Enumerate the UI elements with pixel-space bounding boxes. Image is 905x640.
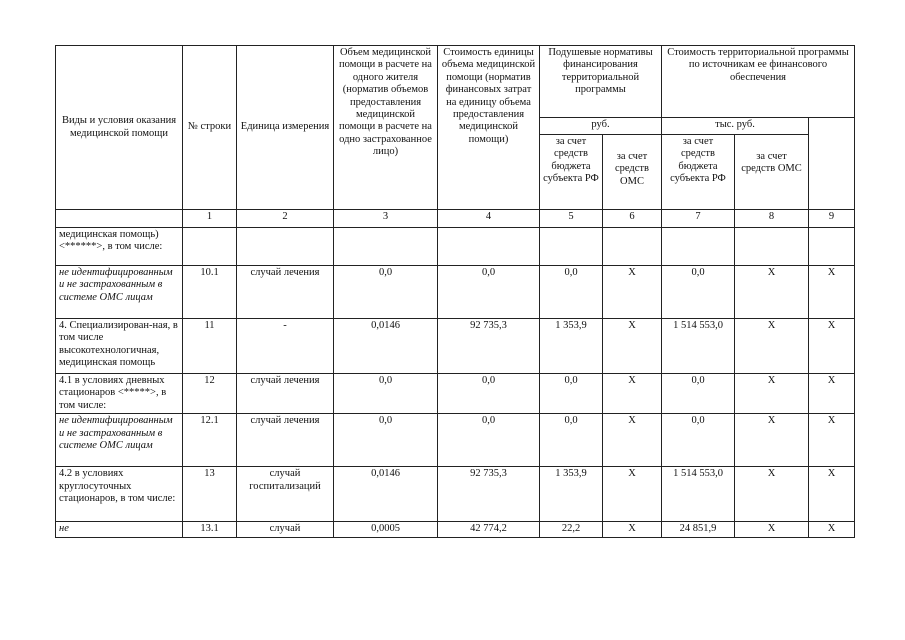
row-number-cell [183, 228, 237, 266]
row-name-cell: не идентифицированным и не застрахованным в системе ОМС лицам [56, 414, 183, 467]
row-name-cell: не [56, 522, 183, 537]
header-volume: Объем медицинской помощи в расчете на одного жителя (норматив объемов предоставления медицинской помощи в расчете на одно застрахованное лицо) [334, 46, 438, 210]
table-row [56, 374, 855, 414]
table-row [56, 522, 855, 537]
budget-rub-cell: 0,0 [540, 374, 603, 414]
oms-thous-cell: X [735, 266, 809, 319]
budget-rub-cell: 1 353,9 [540, 467, 603, 522]
program-cost-table [55, 45, 855, 538]
column-number: 7 [662, 210, 735, 228]
budget-rub-cell: 1 353,9 [540, 319, 603, 374]
row-number-cell: 13 [183, 467, 237, 522]
volume-cell [334, 228, 438, 266]
row-number-cell: 12.1 [183, 414, 237, 467]
table-body [56, 228, 855, 538]
budget-thous-cell [662, 228, 735, 266]
unit-cell: случай лечения [237, 266, 334, 319]
percent-cell: X [809, 374, 855, 414]
volume-cell: 0,0146 [334, 319, 438, 374]
volume-cell: 0,0005 [334, 522, 438, 537]
row-name-cell: 4. Специализирован-ная, в том числе высокотехнологичная, медицинская помощь [56, 319, 183, 374]
cost-cell: 0,0 [438, 374, 540, 414]
budget-thous-cell: 0,0 [662, 414, 735, 467]
budget-rub-cell: 0,0 [540, 266, 603, 319]
column-number: 1 [183, 210, 237, 228]
budget-thous-cell: 0,0 [662, 266, 735, 319]
budget-rub-cell: 0,0 [540, 414, 603, 467]
cost-cell: 92 735,3 [438, 319, 540, 374]
column-number: 8 [735, 210, 809, 228]
header-per-capita: Подушевые нормативы финансирования территориальной программы [540, 46, 662, 118]
row-name-cell: не идентифицированным и не застрахованным в системе ОМС лицам [56, 266, 183, 319]
budget-thous-cell: 24 851,9 [662, 522, 735, 537]
table-row [56, 228, 855, 266]
percent-cell: X [809, 266, 855, 319]
column-number: 5 [540, 210, 603, 228]
table-row [56, 319, 855, 374]
budget-thous-cell: 1 514 553,0 [662, 319, 735, 374]
percent-cell: X [809, 522, 855, 537]
oms-thous-cell: X [735, 374, 809, 414]
header-row-number: № строки [183, 46, 237, 210]
oms-rub-cell: X [603, 467, 662, 522]
column-number: 3 [334, 210, 438, 228]
header-kinds: Виды и условия оказания медицинской помощи [56, 46, 183, 210]
oms-rub-cell: X [603, 374, 662, 414]
column-number: 2 [237, 210, 334, 228]
oms-thous-cell: X [735, 467, 809, 522]
column-numbers-row [56, 210, 855, 228]
column-number: 9 [809, 210, 855, 228]
header-thous-rub: тыс. руб. [662, 118, 809, 135]
unit-cell [237, 228, 334, 266]
header-unit: Единица измерения [237, 46, 334, 210]
table-row [56, 414, 855, 467]
oms-thous-cell: X [735, 319, 809, 374]
header-rub: руб. [540, 118, 662, 135]
header-oms-thous: за счет средств ОМС [735, 135, 809, 210]
row-name-cell: 4.2 в условиях круглосуточных стационаров, в том числе: [56, 467, 183, 522]
table-row [56, 266, 855, 319]
oms-rub-cell: X [603, 414, 662, 467]
oms-thous-cell: X [735, 522, 809, 537]
cost-cell: 0,0 [438, 414, 540, 467]
column-number: 6 [603, 210, 662, 228]
unit-cell: случай лечения [237, 414, 334, 467]
header-oms-rub: за счет средств ОМС [603, 135, 662, 210]
row-number-cell: 13.1 [183, 522, 237, 537]
header-budget-thous: за счет средств бюджета субъекта РФ [662, 135, 735, 210]
header-territorial: Стоимость территориальной программы по источникам ее финансового обеспечения [662, 46, 855, 118]
cost-cell: 42 774,2 [438, 522, 540, 537]
volume-cell: 0,0 [334, 414, 438, 467]
header-empty-cell [809, 118, 855, 210]
unit-cell: случай госпитализаций [237, 467, 334, 522]
oms-thous-cell: X [735, 414, 809, 467]
column-number-empty [56, 210, 183, 228]
header-budget-rub: за счет средств бюджета субъекта РФ [540, 135, 603, 210]
row-number-cell: 12 [183, 374, 237, 414]
volume-cell: 0,0146 [334, 467, 438, 522]
volume-cell: 0,0 [334, 374, 438, 414]
percent-cell: X [809, 319, 855, 374]
percent-cell [809, 228, 855, 266]
cost-cell [438, 228, 540, 266]
row-name-cell: медицинская помощь) <******>, в том числе: [56, 228, 183, 266]
oms-rub-cell: X [603, 319, 662, 374]
table-row [56, 467, 855, 522]
budget-rub-cell: 22,2 [540, 522, 603, 537]
cost-cell: 0,0 [438, 266, 540, 319]
row-number-cell: 10.1 [183, 266, 237, 319]
cost-cell: 92 735,3 [438, 467, 540, 522]
header-cost: Стоимость единицы объема медицинской помощи (норматив финансовых затрат на единицу объема предоставления медицинской помощи) [438, 46, 540, 210]
budget-thous-cell: 1 514 553,0 [662, 467, 735, 522]
unit-cell: случай лечения [237, 374, 334, 414]
row-number-cell: 11 [183, 319, 237, 374]
oms-rub-cell [603, 228, 662, 266]
unit-cell: - [237, 319, 334, 374]
percent-cell: X [809, 414, 855, 467]
oms-rub-cell: X [603, 522, 662, 537]
percent-cell: X [809, 467, 855, 522]
budget-thous-cell: 0,0 [662, 374, 735, 414]
oms-thous-cell [735, 228, 809, 266]
volume-cell: 0,0 [334, 266, 438, 319]
budget-rub-cell [540, 228, 603, 266]
row-name-cell: 4.1 в условиях дневных стационаров <*****>, в том числе: [56, 374, 183, 414]
oms-rub-cell: X [603, 266, 662, 319]
column-number: 4 [438, 210, 540, 228]
unit-cell: случай [237, 522, 334, 537]
